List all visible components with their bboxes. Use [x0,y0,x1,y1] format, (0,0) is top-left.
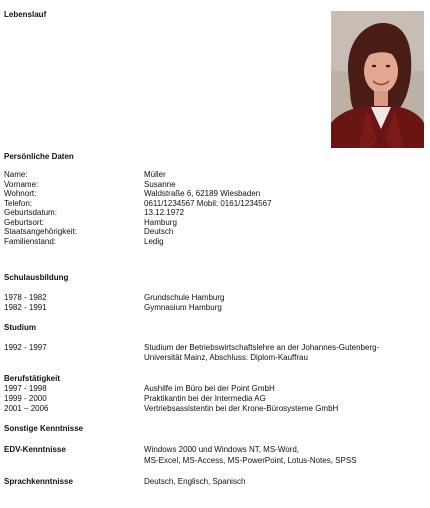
section-heading-edv: EDV-Kenntnisse [4,445,66,454]
section-heading-languages: Sprachkenntnisse [4,477,73,486]
personal-label: Familienstand: [4,236,57,246]
personal-label: Geburtsort: [4,217,45,227]
work-label: 2001 – 2006 [4,404,49,413]
section-heading-other: Sonstige Kenntnisse [4,424,84,433]
personal-label: Geburtsdatum: [4,208,57,217]
work-label: 1997 - 1998 [4,384,47,393]
personal-value: Waldstraße 6, 62189 Wiesbaden [144,189,261,198]
section-heading-personal: Persönliche Daten [4,152,74,161]
study-value: Studium der Betriebswirtschaftslehre an der Johannes-Gutenberg- [144,343,380,352]
personal-value: Deutsch [144,227,174,236]
work-value: Aushilfe im Büro bei der Point GmbH [144,384,275,393]
edv-value: Windows 2000 und Windows NT, MS-Word, [144,445,300,454]
personal-label: Staatsangehörigkeit: [4,227,77,236]
personal-label: Wohnort: [4,189,37,198]
personal-value: Hamburg [144,217,177,227]
personal-value: 13.12.1972 [144,208,185,217]
study-value-cont: Universität Mainz, Abschluss: Diplom-Kauffrau [144,353,308,362]
personal-label: Name: [4,170,28,179]
page-title: Lebenslauf [4,10,47,19]
study-label: 1992 - 1997 [4,343,47,352]
work-label: 1999 - 2000 [4,394,47,403]
personal-value: Müller [144,170,166,179]
school-label: 1978 - 1982 [4,293,47,302]
work-value: Vertriebsassistentin bei der Krone-Bürosysteme GmbH [144,404,339,413]
edv-value-cont: MS-Excel, MS-Access, MS-PowerPoint, Lotus-Notes, SPSS [144,456,357,465]
section-heading-school: Schulausbildung [4,273,69,282]
section-heading-work: Berufstätigkeit [4,374,61,383]
personal-value: Ledig [144,236,164,246]
school-label: 1982 - 1991 [4,303,47,312]
school-value: Gymnasium Hamburg [144,303,222,312]
personal-value: Susanne [144,179,176,189]
section-heading-study: Studium [4,323,36,332]
portrait-photo [331,11,424,148]
personal-value: 0611/1234567 Mobil: 0161/1234567 [144,198,272,208]
school-value: Grundschule Hamburg [144,293,225,302]
languages-value: Deutsch, Englisch, Spanisch [144,477,246,486]
work-value: Praktikantin bei der Intermedia AG [144,394,266,403]
personal-label: Telefon: [4,198,33,208]
personal-label: Vorname: [4,179,39,189]
